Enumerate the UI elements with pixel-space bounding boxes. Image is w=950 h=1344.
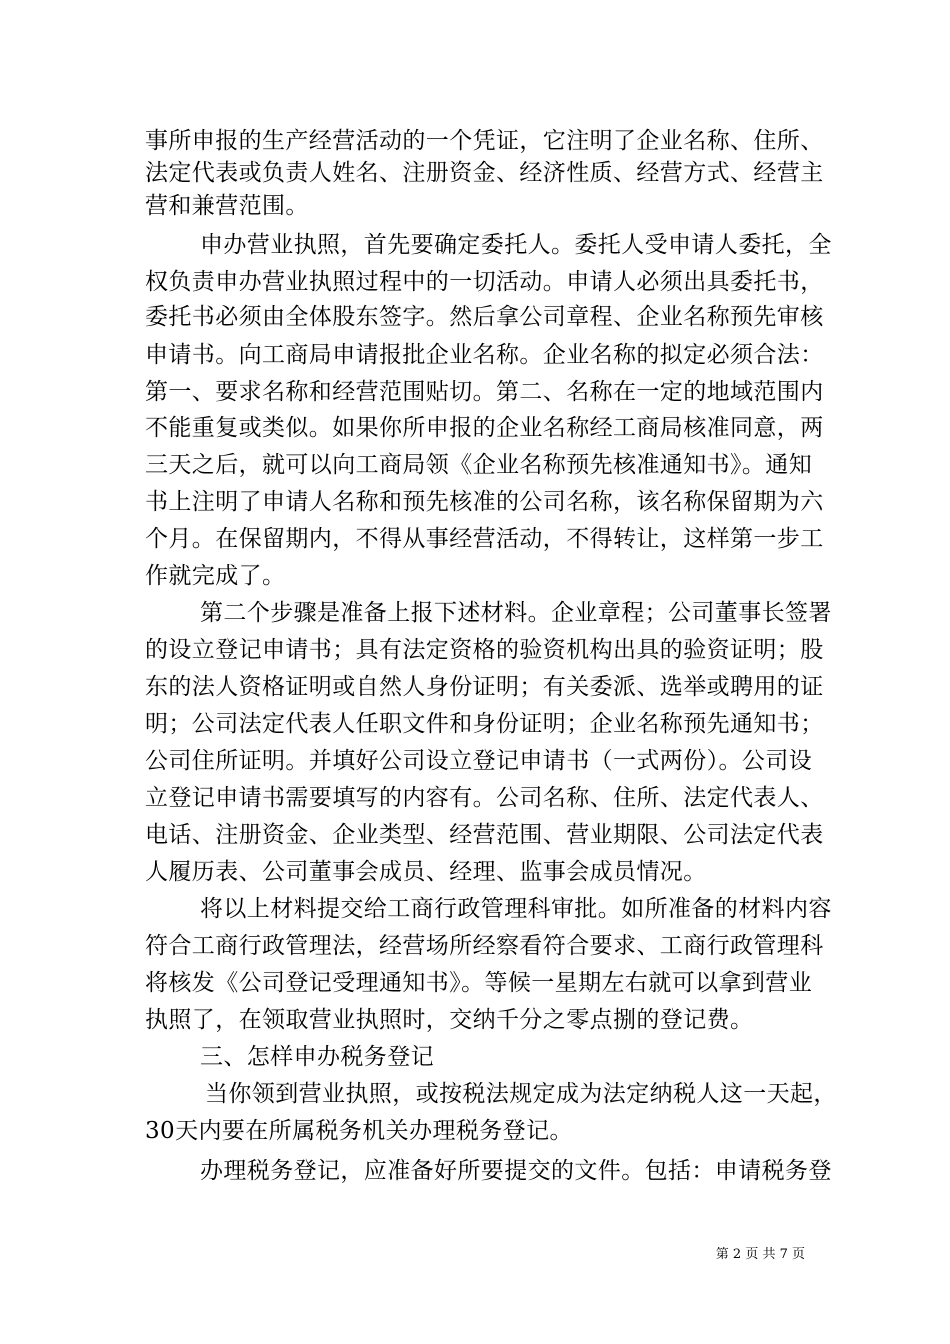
body-text-line: 申请书。向工商局申请报批企业名称。企业名称的拟定必须合法：	[145, 342, 824, 368]
body-text-line: 作就完成了。	[145, 563, 286, 589]
body-text-line: 电话、注册资金、企业类型、经营范围、营业期限、公司法定代表	[145, 822, 824, 848]
body-text-line: 第一、要求名称和经营范围贴切。第二、名称在一定的地域范围内	[145, 379, 824, 405]
body-text-line: 营和兼营范围。	[145, 193, 309, 219]
body-text-line: 的设立登记申请书；具有法定资格的验资机构出具的验资证明；股	[145, 637, 824, 663]
body-text-line: 委托书必须由全体股东签字。然后拿公司章程、企业名称预先审核	[145, 304, 824, 330]
body-text-line: 符合工商行政管理法，经营场所经察看符合要求、工商行政管理科	[145, 933, 824, 959]
body-text-line: 30天内要在所属税务机关办理税务登记。	[145, 1118, 573, 1144]
body-text-line: 东的法人资格证明或自然人身份证明；有关委派、选举或聘用的证	[145, 674, 824, 700]
body-text-line: 事所申报的生产经营活动的一个凭证，它注明了企业名称、住所、	[145, 128, 824, 154]
body-text-line: 人履历表、公司董事会成员、经理、监事会成员情况。	[145, 859, 707, 885]
body-text-line: 申办营业执照，首先要确定委托人。委托人受申请人委托，全	[200, 232, 832, 258]
section-heading: 三、怎样申办税务登记	[200, 1044, 434, 1070]
body-text-line: 法定代表或负责人姓名、注册资金、经济性质、经营方式、经营主	[145, 160, 824, 186]
body-text-line: 不能重复或类似。如果你所申报的企业名称经工商局核准同意，两	[145, 415, 824, 441]
body-text-line: 明；公司法定代表人任职文件和身份证明；企业名称预先通知书；	[145, 711, 824, 737]
body-text-line: 个月。在保留期内，不得从事经营活动，不得转让，这样第一步工	[145, 526, 824, 552]
body-text-line: 执照了，在领取营业执照时，交纳千分之零点捌的登记费。	[145, 1007, 754, 1033]
body-text-line: 三天之后，就可以向工商局领《企业名称预先核准通知书》。通知	[145, 452, 813, 478]
body-text-line: 公司住所证明。并填好公司设立登记申请书（一式两份）。公司设	[145, 748, 813, 774]
body-text-line: 将以上材料提交给工商行政管理科审批。如所准备的材料内容	[200, 896, 832, 922]
body-text-line: 将核发《公司登记受理通知书》。等候一星期左右就可以拿到营业	[145, 970, 813, 996]
page-indicator: 第 2 页 共 7 页	[715, 1247, 805, 1262]
body-text-line: 第二个步骤是准备上报下述材料。企业章程；公司董事长签署	[200, 600, 832, 626]
body-text-line: 办理税务登记，应准备好所要提交的文件。包括：申请税务登	[200, 1158, 832, 1184]
body-text-line: 权负责申办营业执照过程中的一切活动。申请人必须出具委托书，	[145, 269, 824, 295]
body-text-line: 立登记申请书需要填写的内容有。公司名称、住所、法定代表人、	[145, 785, 824, 811]
body-text-line: 书上注明了申请人名称和预先核准的公司名称，该名称保留期为六	[145, 489, 824, 515]
body-text-line: 当你领到营业执照，或按税法规定成为法定纳税人这一天起，	[205, 1081, 837, 1107]
